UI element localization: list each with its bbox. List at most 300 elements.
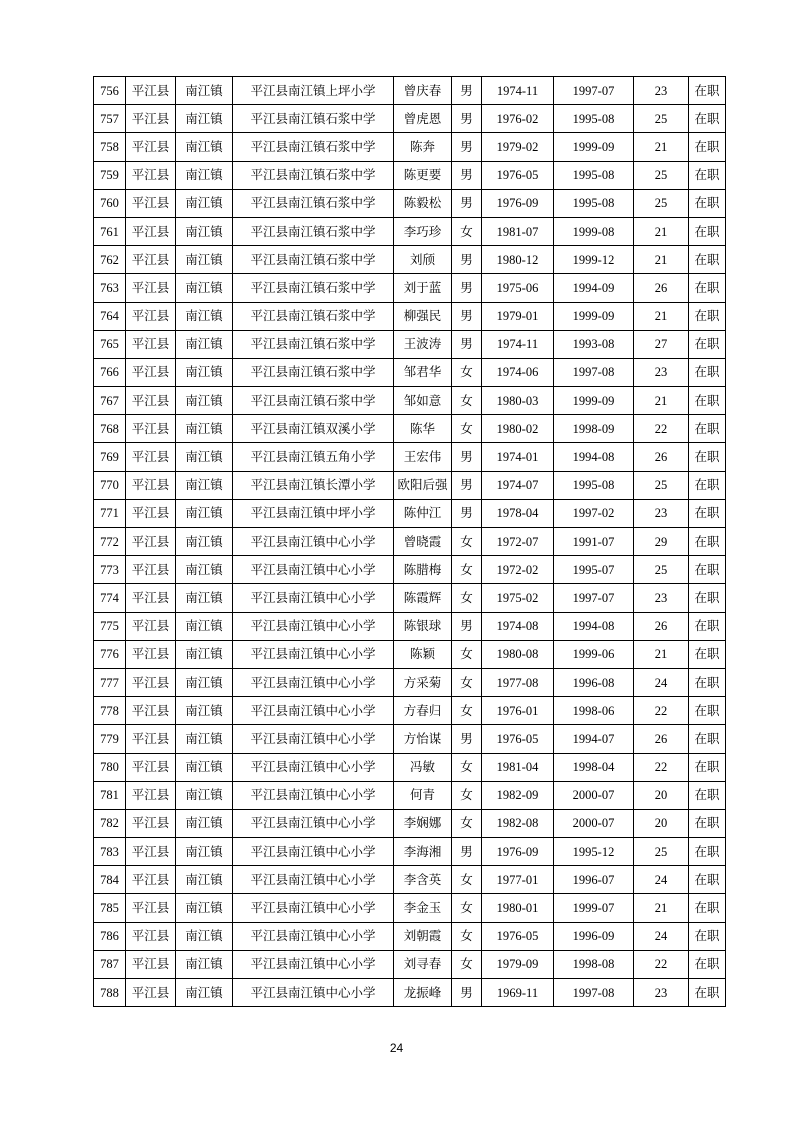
employment-status-cell: 在职 xyxy=(689,866,726,894)
town-cell: 南江镇 xyxy=(176,217,233,245)
table-row xyxy=(94,330,726,358)
gender-cell: 女 xyxy=(452,894,482,922)
school-cell: 平江县南江镇中心小学 xyxy=(233,950,394,978)
table-row xyxy=(94,302,726,330)
row-number-cell: 777 xyxy=(94,668,126,696)
gender-cell: 女 xyxy=(452,753,482,781)
county-cell: 平江县 xyxy=(126,922,176,950)
birth-date-cell: 1975-02 xyxy=(482,584,554,612)
employment-status-cell: 在职 xyxy=(689,387,726,415)
work-start-date-cell: 1997-07 xyxy=(554,77,634,105)
birth-date-cell: 1976-09 xyxy=(482,838,554,866)
birth-date-cell: 1972-07 xyxy=(482,528,554,556)
years-of-service-cell: 25 xyxy=(634,471,689,499)
years-of-service-cell: 22 xyxy=(634,697,689,725)
table-row xyxy=(94,471,726,499)
birth-date-cell: 1976-01 xyxy=(482,697,554,725)
school-cell: 平江县南江镇五角小学 xyxy=(233,443,394,471)
county-cell: 平江县 xyxy=(126,528,176,556)
row-number-cell: 772 xyxy=(94,528,126,556)
row-number-cell: 785 xyxy=(94,894,126,922)
work-start-date-cell: 1998-08 xyxy=(554,950,634,978)
person-name-cell: 方采菊 xyxy=(394,668,452,696)
row-number-cell: 775 xyxy=(94,612,126,640)
gender-cell: 男 xyxy=(452,838,482,866)
row-number-cell: 781 xyxy=(94,781,126,809)
birth-date-cell: 1974-01 xyxy=(482,443,554,471)
gender-cell: 男 xyxy=(452,471,482,499)
county-cell: 平江县 xyxy=(126,161,176,189)
row-number-cell: 762 xyxy=(94,246,126,274)
employment-status-cell: 在职 xyxy=(689,274,726,302)
table-row xyxy=(94,246,726,274)
gender-cell: 女 xyxy=(452,217,482,245)
gender-cell: 男 xyxy=(452,443,482,471)
person-name-cell: 王波涛 xyxy=(394,330,452,358)
town-cell: 南江镇 xyxy=(176,781,233,809)
person-name-cell: 陈毅松 xyxy=(394,189,452,217)
years-of-service-cell: 23 xyxy=(634,584,689,612)
town-cell: 南江镇 xyxy=(176,274,233,302)
school-cell: 平江县南江镇双溪小学 xyxy=(233,415,394,443)
town-cell: 南江镇 xyxy=(176,668,233,696)
gender-cell: 男 xyxy=(452,612,482,640)
table-row xyxy=(94,161,726,189)
town-cell: 南江镇 xyxy=(176,358,233,386)
row-number-cell: 786 xyxy=(94,922,126,950)
school-cell: 平江县南江镇中心小学 xyxy=(233,612,394,640)
employment-status-cell: 在职 xyxy=(689,556,726,584)
employment-status-cell: 在职 xyxy=(689,668,726,696)
school-cell: 平江县南江镇中心小学 xyxy=(233,922,394,950)
work-start-date-cell: 1995-08 xyxy=(554,471,634,499)
birth-date-cell: 1981-07 xyxy=(482,217,554,245)
years-of-service-cell: 26 xyxy=(634,725,689,753)
school-cell: 平江县南江镇中心小学 xyxy=(233,894,394,922)
employment-status-cell: 在职 xyxy=(689,640,726,668)
county-cell: 平江县 xyxy=(126,77,176,105)
school-cell: 平江县南江镇中心小学 xyxy=(233,640,394,668)
county-cell: 平江县 xyxy=(126,668,176,696)
years-of-service-cell: 21 xyxy=(634,133,689,161)
birth-date-cell: 1975-06 xyxy=(482,274,554,302)
birth-date-cell: 1974-07 xyxy=(482,471,554,499)
row-number-cell: 761 xyxy=(94,217,126,245)
employment-status-cell: 在职 xyxy=(689,697,726,725)
birth-date-cell: 1976-02 xyxy=(482,105,554,133)
person-name-cell: 邹君华 xyxy=(394,358,452,386)
town-cell: 南江镇 xyxy=(176,189,233,217)
row-number-cell: 778 xyxy=(94,697,126,725)
work-start-date-cell: 1999-12 xyxy=(554,246,634,274)
birth-date-cell: 1981-04 xyxy=(482,753,554,781)
town-cell: 南江镇 xyxy=(176,725,233,753)
town-cell: 南江镇 xyxy=(176,528,233,556)
person-name-cell: 陈腊梅 xyxy=(394,556,452,584)
school-cell: 平江县南江镇中心小学 xyxy=(233,697,394,725)
row-number-cell: 769 xyxy=(94,443,126,471)
school-cell: 平江县南江镇石浆中学 xyxy=(233,387,394,415)
row-number-cell: 773 xyxy=(94,556,126,584)
employment-status-cell: 在职 xyxy=(689,922,726,950)
table-row xyxy=(94,358,726,386)
work-start-date-cell: 1995-07 xyxy=(554,556,634,584)
employment-status-cell: 在职 xyxy=(689,809,726,837)
town-cell: 南江镇 xyxy=(176,640,233,668)
employment-status-cell: 在职 xyxy=(689,105,726,133)
county-cell: 平江县 xyxy=(126,781,176,809)
work-start-date-cell: 1995-08 xyxy=(554,189,634,217)
gender-cell: 男 xyxy=(452,105,482,133)
table-row xyxy=(94,105,726,133)
school-cell: 平江县南江镇石浆中学 xyxy=(233,133,394,161)
school-cell: 平江县南江镇中心小学 xyxy=(233,753,394,781)
person-name-cell: 陈仲江 xyxy=(394,499,452,527)
work-start-date-cell: 1997-08 xyxy=(554,358,634,386)
table-row xyxy=(94,979,726,1007)
gender-cell: 男 xyxy=(452,725,482,753)
employment-status-cell: 在职 xyxy=(689,189,726,217)
work-start-date-cell: 1999-09 xyxy=(554,387,634,415)
table-row xyxy=(94,612,726,640)
county-cell: 平江县 xyxy=(126,330,176,358)
person-name-cell: 陈更要 xyxy=(394,161,452,189)
employment-status-cell: 在职 xyxy=(689,471,726,499)
work-start-date-cell: 1996-09 xyxy=(554,922,634,950)
work-start-date-cell: 1994-07 xyxy=(554,725,634,753)
years-of-service-cell: 25 xyxy=(634,838,689,866)
person-name-cell: 曾虎恩 xyxy=(394,105,452,133)
county-cell: 平江县 xyxy=(126,133,176,161)
employment-status-cell: 在职 xyxy=(689,217,726,245)
years-of-service-cell: 21 xyxy=(634,640,689,668)
person-name-cell: 何青 xyxy=(394,781,452,809)
page-number: 24 xyxy=(389,1041,404,1055)
work-start-date-cell: 1999-06 xyxy=(554,640,634,668)
birth-date-cell: 1976-05 xyxy=(482,161,554,189)
birth-date-cell: 1977-01 xyxy=(482,866,554,894)
gender-cell: 女 xyxy=(452,387,482,415)
work-start-date-cell: 1995-08 xyxy=(554,105,634,133)
county-cell: 平江县 xyxy=(126,584,176,612)
work-start-date-cell: 1991-07 xyxy=(554,528,634,556)
person-name-cell: 曾庆春 xyxy=(394,77,452,105)
gender-cell: 男 xyxy=(452,330,482,358)
work-start-date-cell: 1999-09 xyxy=(554,302,634,330)
birth-date-cell: 1982-09 xyxy=(482,781,554,809)
years-of-service-cell: 20 xyxy=(634,781,689,809)
row-number-cell: 767 xyxy=(94,387,126,415)
county-cell: 平江县 xyxy=(126,387,176,415)
employment-status-cell: 在职 xyxy=(689,246,726,274)
table-row xyxy=(94,528,726,556)
school-cell: 平江县南江镇中心小学 xyxy=(233,809,394,837)
employment-status-cell: 在职 xyxy=(689,302,726,330)
town-cell: 南江镇 xyxy=(176,838,233,866)
county-cell: 平江县 xyxy=(126,753,176,781)
county-cell: 平江县 xyxy=(126,274,176,302)
row-number-cell: 784 xyxy=(94,866,126,894)
school-cell: 平江县南江镇长潭小学 xyxy=(233,471,394,499)
work-start-date-cell: 2000-07 xyxy=(554,809,634,837)
town-cell: 南江镇 xyxy=(176,161,233,189)
town-cell: 南江镇 xyxy=(176,809,233,837)
town-cell: 南江镇 xyxy=(176,697,233,725)
school-cell: 平江县南江镇中心小学 xyxy=(233,668,394,696)
gender-cell: 男 xyxy=(452,77,482,105)
table-row xyxy=(94,584,726,612)
gender-cell: 男 xyxy=(452,302,482,330)
town-cell: 南江镇 xyxy=(176,556,233,584)
years-of-service-cell: 26 xyxy=(634,612,689,640)
county-cell: 平江县 xyxy=(126,415,176,443)
years-of-service-cell: 26 xyxy=(634,443,689,471)
table-row xyxy=(94,725,726,753)
years-of-service-cell: 25 xyxy=(634,189,689,217)
work-start-date-cell: 1995-08 xyxy=(554,161,634,189)
county-cell: 平江县 xyxy=(126,358,176,386)
table-row xyxy=(94,217,726,245)
years-of-service-cell: 21 xyxy=(634,246,689,274)
years-of-service-cell: 23 xyxy=(634,358,689,386)
person-name-cell: 陈华 xyxy=(394,415,452,443)
years-of-service-cell: 29 xyxy=(634,528,689,556)
county-cell: 平江县 xyxy=(126,105,176,133)
row-number-cell: 766 xyxy=(94,358,126,386)
employment-status-cell: 在职 xyxy=(689,443,726,471)
birth-date-cell: 1980-03 xyxy=(482,387,554,415)
person-name-cell: 方怡谋 xyxy=(394,725,452,753)
birth-date-cell: 1974-11 xyxy=(482,77,554,105)
employment-status-cell: 在职 xyxy=(689,77,726,105)
town-cell: 南江镇 xyxy=(176,584,233,612)
row-number-cell: 788 xyxy=(94,979,126,1007)
town-cell: 南江镇 xyxy=(176,979,233,1007)
employment-status-cell: 在职 xyxy=(689,528,726,556)
town-cell: 南江镇 xyxy=(176,330,233,358)
county-cell: 平江县 xyxy=(126,894,176,922)
employment-status-cell: 在职 xyxy=(689,415,726,443)
table-row xyxy=(94,894,726,922)
county-cell: 平江县 xyxy=(126,217,176,245)
gender-cell: 男 xyxy=(452,274,482,302)
town-cell: 南江镇 xyxy=(176,894,233,922)
years-of-service-cell: 21 xyxy=(634,387,689,415)
work-start-date-cell: 1999-09 xyxy=(554,133,634,161)
birth-date-cell: 1980-01 xyxy=(482,894,554,922)
table-row xyxy=(94,274,726,302)
school-cell: 平江县南江镇中心小学 xyxy=(233,979,394,1007)
years-of-service-cell: 22 xyxy=(634,950,689,978)
birth-date-cell: 1974-06 xyxy=(482,358,554,386)
county-cell: 平江县 xyxy=(126,499,176,527)
town-cell: 南江镇 xyxy=(176,77,233,105)
years-of-service-cell: 23 xyxy=(634,979,689,1007)
person-name-cell: 柳强民 xyxy=(394,302,452,330)
school-cell: 平江县南江镇石浆中学 xyxy=(233,302,394,330)
row-number-cell: 783 xyxy=(94,838,126,866)
county-cell: 平江县 xyxy=(126,809,176,837)
row-number-cell: 758 xyxy=(94,133,126,161)
birth-date-cell: 1974-08 xyxy=(482,612,554,640)
county-cell: 平江县 xyxy=(126,246,176,274)
row-number-cell: 787 xyxy=(94,950,126,978)
school-cell: 平江县南江镇中心小学 xyxy=(233,725,394,753)
town-cell: 南江镇 xyxy=(176,499,233,527)
school-cell: 平江县南江镇石浆中学 xyxy=(233,330,394,358)
gender-cell: 女 xyxy=(452,809,482,837)
county-cell: 平江县 xyxy=(126,471,176,499)
person-name-cell: 李金玉 xyxy=(394,894,452,922)
work-start-date-cell: 1999-07 xyxy=(554,894,634,922)
row-number-cell: 757 xyxy=(94,105,126,133)
school-cell: 平江县南江镇中心小学 xyxy=(233,556,394,584)
person-name-cell: 刘颀 xyxy=(394,246,452,274)
county-cell: 平江县 xyxy=(126,443,176,471)
work-start-date-cell: 1999-08 xyxy=(554,217,634,245)
gender-cell: 女 xyxy=(452,584,482,612)
table-row xyxy=(94,809,726,837)
years-of-service-cell: 25 xyxy=(634,105,689,133)
town-cell: 南江镇 xyxy=(176,133,233,161)
row-number-cell: 776 xyxy=(94,640,126,668)
teacher-roster-table xyxy=(93,76,726,1007)
years-of-service-cell: 24 xyxy=(634,866,689,894)
table-row xyxy=(94,866,726,894)
person-name-cell: 李娴娜 xyxy=(394,809,452,837)
birth-date-cell: 1979-09 xyxy=(482,950,554,978)
table-row xyxy=(94,189,726,217)
work-start-date-cell: 1998-09 xyxy=(554,415,634,443)
town-cell: 南江镇 xyxy=(176,922,233,950)
school-cell: 平江县南江镇石浆中学 xyxy=(233,358,394,386)
gender-cell: 女 xyxy=(452,415,482,443)
gender-cell: 女 xyxy=(452,640,482,668)
county-cell: 平江县 xyxy=(126,950,176,978)
years-of-service-cell: 24 xyxy=(634,922,689,950)
person-name-cell: 王宏伟 xyxy=(394,443,452,471)
employment-status-cell: 在职 xyxy=(689,753,726,781)
county-cell: 平江县 xyxy=(126,189,176,217)
school-cell: 平江县南江镇中心小学 xyxy=(233,866,394,894)
gender-cell: 女 xyxy=(452,950,482,978)
employment-status-cell: 在职 xyxy=(689,612,726,640)
school-cell: 平江县南江镇中坪小学 xyxy=(233,499,394,527)
school-cell: 平江县南江镇中心小学 xyxy=(233,584,394,612)
town-cell: 南江镇 xyxy=(176,387,233,415)
row-number-cell: 756 xyxy=(94,77,126,105)
birth-date-cell: 1979-02 xyxy=(482,133,554,161)
row-number-cell: 782 xyxy=(94,809,126,837)
work-start-date-cell: 1996-08 xyxy=(554,668,634,696)
birth-date-cell: 1976-05 xyxy=(482,922,554,950)
county-cell: 平江县 xyxy=(126,838,176,866)
gender-cell: 女 xyxy=(452,922,482,950)
employment-status-cell: 在职 xyxy=(689,584,726,612)
work-start-date-cell: 1997-02 xyxy=(554,499,634,527)
town-cell: 南江镇 xyxy=(176,246,233,274)
birth-date-cell: 1977-08 xyxy=(482,668,554,696)
school-cell: 平江县南江镇中心小学 xyxy=(233,528,394,556)
years-of-service-cell: 22 xyxy=(634,753,689,781)
person-name-cell: 欧阳后强 xyxy=(394,471,452,499)
work-start-date-cell: 1995-12 xyxy=(554,838,634,866)
row-number-cell: 764 xyxy=(94,302,126,330)
birth-date-cell: 1980-08 xyxy=(482,640,554,668)
employment-status-cell: 在职 xyxy=(689,725,726,753)
table-row xyxy=(94,387,726,415)
county-cell: 平江县 xyxy=(126,866,176,894)
person-name-cell: 刘寻春 xyxy=(394,950,452,978)
town-cell: 南江镇 xyxy=(176,302,233,330)
gender-cell: 女 xyxy=(452,528,482,556)
row-number-cell: 779 xyxy=(94,725,126,753)
years-of-service-cell: 21 xyxy=(634,217,689,245)
work-start-date-cell: 1996-07 xyxy=(554,866,634,894)
school-cell: 平江县南江镇中心小学 xyxy=(233,838,394,866)
employment-status-cell: 在职 xyxy=(689,950,726,978)
work-start-date-cell: 1998-06 xyxy=(554,697,634,725)
work-start-date-cell: 1993-08 xyxy=(554,330,634,358)
person-name-cell: 陈颖 xyxy=(394,640,452,668)
years-of-service-cell: 27 xyxy=(634,330,689,358)
birth-date-cell: 1979-01 xyxy=(482,302,554,330)
row-number-cell: 765 xyxy=(94,330,126,358)
row-number-cell: 768 xyxy=(94,415,126,443)
person-name-cell: 陈霞辉 xyxy=(394,584,452,612)
years-of-service-cell: 21 xyxy=(634,894,689,922)
town-cell: 南江镇 xyxy=(176,612,233,640)
town-cell: 南江镇 xyxy=(176,950,233,978)
row-number-cell: 760 xyxy=(94,189,126,217)
person-name-cell: 冯敏 xyxy=(394,753,452,781)
work-start-date-cell: 1997-07 xyxy=(554,584,634,612)
gender-cell: 女 xyxy=(452,668,482,696)
town-cell: 南江镇 xyxy=(176,471,233,499)
county-cell: 平江县 xyxy=(126,640,176,668)
table-row xyxy=(94,668,726,696)
gender-cell: 女 xyxy=(452,866,482,894)
birth-date-cell: 1972-02 xyxy=(482,556,554,584)
row-number-cell: 774 xyxy=(94,584,126,612)
school-cell: 平江县南江镇石浆中学 xyxy=(233,246,394,274)
school-cell: 平江县南江镇石浆中学 xyxy=(233,105,394,133)
birth-date-cell: 1969-11 xyxy=(482,979,554,1007)
person-name-cell: 陈银球 xyxy=(394,612,452,640)
town-cell: 南江镇 xyxy=(176,105,233,133)
gender-cell: 女 xyxy=(452,556,482,584)
birth-date-cell: 1978-04 xyxy=(482,499,554,527)
county-cell: 平江县 xyxy=(126,302,176,330)
years-of-service-cell: 24 xyxy=(634,668,689,696)
years-of-service-cell: 23 xyxy=(634,77,689,105)
work-start-date-cell: 1994-08 xyxy=(554,612,634,640)
county-cell: 平江县 xyxy=(126,612,176,640)
person-name-cell: 龙振峰 xyxy=(394,979,452,1007)
employment-status-cell: 在职 xyxy=(689,781,726,809)
table-row xyxy=(94,838,726,866)
table-row xyxy=(94,753,726,781)
school-cell: 平江县南江镇石浆中学 xyxy=(233,161,394,189)
birth-date-cell: 1976-09 xyxy=(482,189,554,217)
employment-status-cell: 在职 xyxy=(689,838,726,866)
table-row xyxy=(94,950,726,978)
table-row xyxy=(94,77,726,105)
table-row xyxy=(94,781,726,809)
row-number-cell: 780 xyxy=(94,753,126,781)
table-row xyxy=(94,443,726,471)
person-name-cell: 李海湘 xyxy=(394,838,452,866)
